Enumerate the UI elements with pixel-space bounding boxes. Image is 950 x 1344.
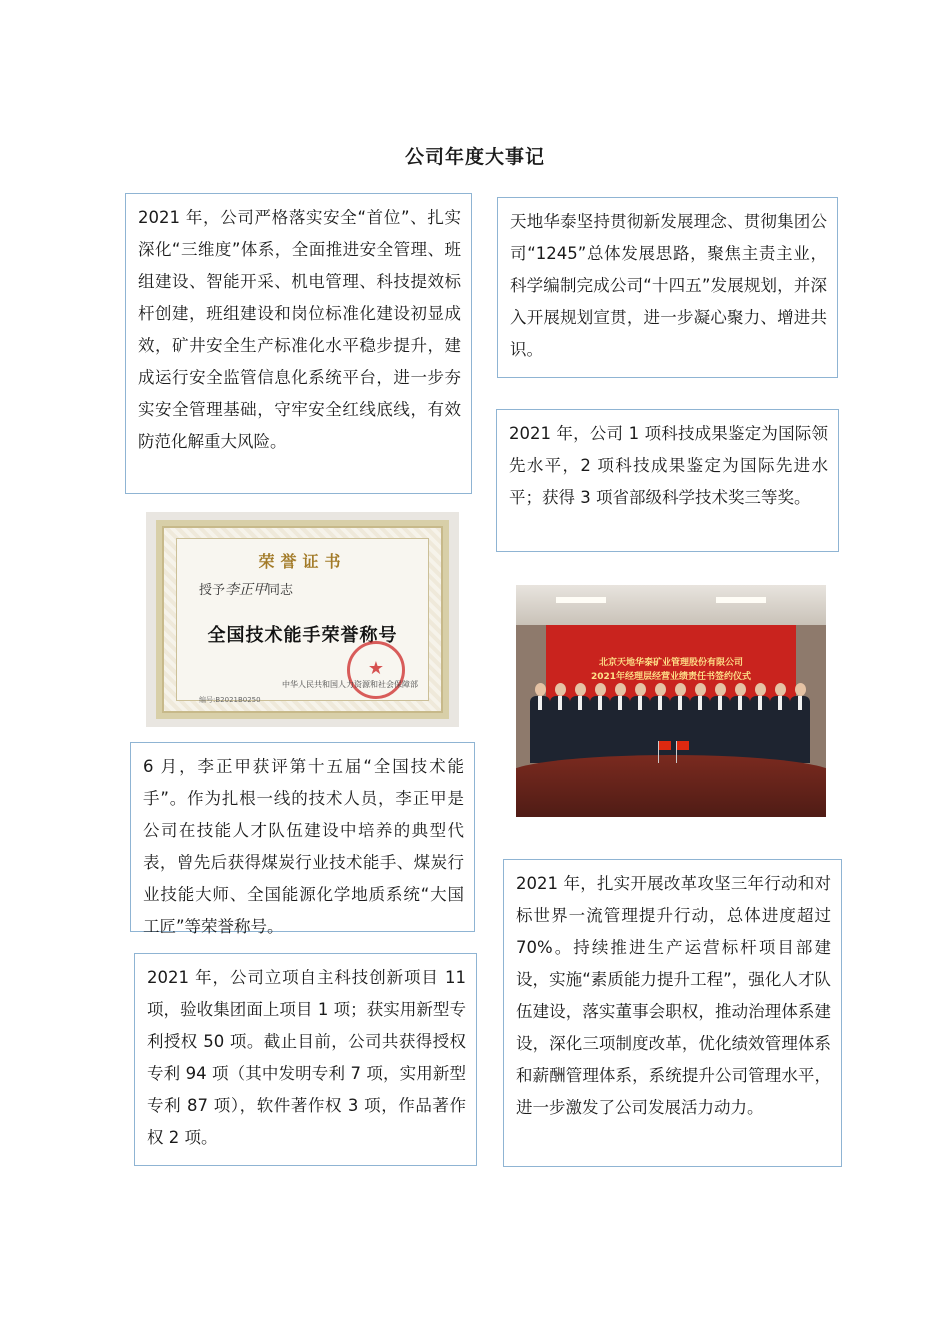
event-box-patent	[134, 953, 477, 1166]
event-box-safety	[125, 193, 472, 494]
ceiling	[516, 585, 826, 625]
person	[610, 683, 630, 763]
person	[550, 683, 570, 763]
event-text-tech-award: 2021 年，公司 1 项科技成果鉴定为国际领先水平，2 项科技成果鉴定为国际先进水平；获得 3 项省部级科学技术奖三等奖。	[509, 424, 828, 507]
flag-icon	[677, 741, 689, 750]
certificate-body	[176, 538, 429, 704]
certificate-issuer: 中华人民共和国人力资源和社会保障部	[282, 680, 418, 689]
event-text-reform: 2021 年，扎实开展改革攻坚三年行动和对标世界一流管理提升行动，总体进度超过 70%。持续推进生产运营标杆项目部建设，实施“素质能力提升工程”，强化人才队伍建设，落实董事会职权，推动治理体系建设，深化三项制度改革，优化绩效管理体系和薪酬管理体系，系统提升公司管理水平，进一步激发了公司发展活力动力。	[516, 874, 831, 1117]
certificate-grant-suffix: 同志	[267, 583, 294, 598]
person	[590, 683, 610, 763]
certificate-recipient-name: 李正甲	[225, 582, 268, 598]
person	[730, 683, 750, 763]
person	[790, 683, 810, 763]
flag-icon	[659, 741, 671, 750]
page-title: 公司年度大事记	[404, 146, 545, 168]
certificate-honor: 全国技术能手荣誉称号	[207, 625, 398, 646]
event-text-honor: 6 月，李正甲获评第十五届“全国技术能手”。作为扎根一线的技术人员，李正甲是公司在技能人才队伍建设中培养的典型代表，曾先后获得煤炭行业技术能手、煤炭行业技能大师、全国能源化学地质系统“大国工匠”等荣誉称号。	[143, 757, 464, 936]
person	[650, 683, 670, 763]
signing-ceremony-photo	[516, 585, 826, 817]
event-text-strategy: 天地华泰坚持贯彻新发展理念、贯彻集团公司“1245”总体发展思路，聚焦主责主业，科学编制完成公司“十四五”发展规划，并深入开展规划宣贯，进一步凝心聚力、增进共识。	[510, 212, 827, 359]
event-box-tech-award	[496, 409, 839, 552]
certificate-grant-prefix: 授予	[199, 583, 226, 598]
event-box-honor	[130, 742, 475, 936]
person	[630, 683, 650, 763]
certificate-title: 荣誉证书	[258, 552, 347, 571]
event-box-strategy	[497, 197, 838, 378]
certificate-grant-line	[199, 579, 293, 599]
person	[570, 683, 590, 763]
event-box-reform	[503, 859, 842, 1167]
person	[750, 683, 770, 763]
person	[530, 683, 550, 763]
person	[670, 683, 690, 763]
event-text-patent: 2021 年，公司立项自主科技创新项目 11 项，验收集团面上项目 1 项；获实用新型专利授权 50 项。截止目前，公司共获得授权专利 94 项（其中发明专利 7 项，实用新型专利 87 项），软件著作权 3 项，作品著作权 2 项。	[147, 968, 466, 1147]
banner-line-2: 2021年经理层经营业绩责任书签约仪式	[590, 672, 752, 682]
group-of-people	[530, 683, 812, 763]
person	[710, 683, 730, 763]
seal-icon	[347, 641, 405, 699]
event-text-safety: 2021 年，公司严格落实安全“首位”、扎实深化“三维度”体系，全面推进安全管理、班组建设、智能开采、机电管理、科技提效标杆创建，班组建设和岗位标准化建设初显成效，矿井安全生产标准化水平稳步提升，建成运行安全监管信息化系统平台，进一步夯实安全管理基础，守牢安全红线底线，有效防范化解重大风险。	[138, 208, 461, 451]
person	[690, 683, 710, 763]
conference-table	[516, 755, 826, 817]
honor-certificate-image	[146, 512, 459, 727]
banner-line-1: 北京天地华泰矿业管理股份有限公司	[598, 658, 743, 668]
person	[770, 683, 790, 763]
certificate-number: 编号:B2021B0250	[199, 696, 261, 704]
certificate-border	[156, 520, 449, 719]
